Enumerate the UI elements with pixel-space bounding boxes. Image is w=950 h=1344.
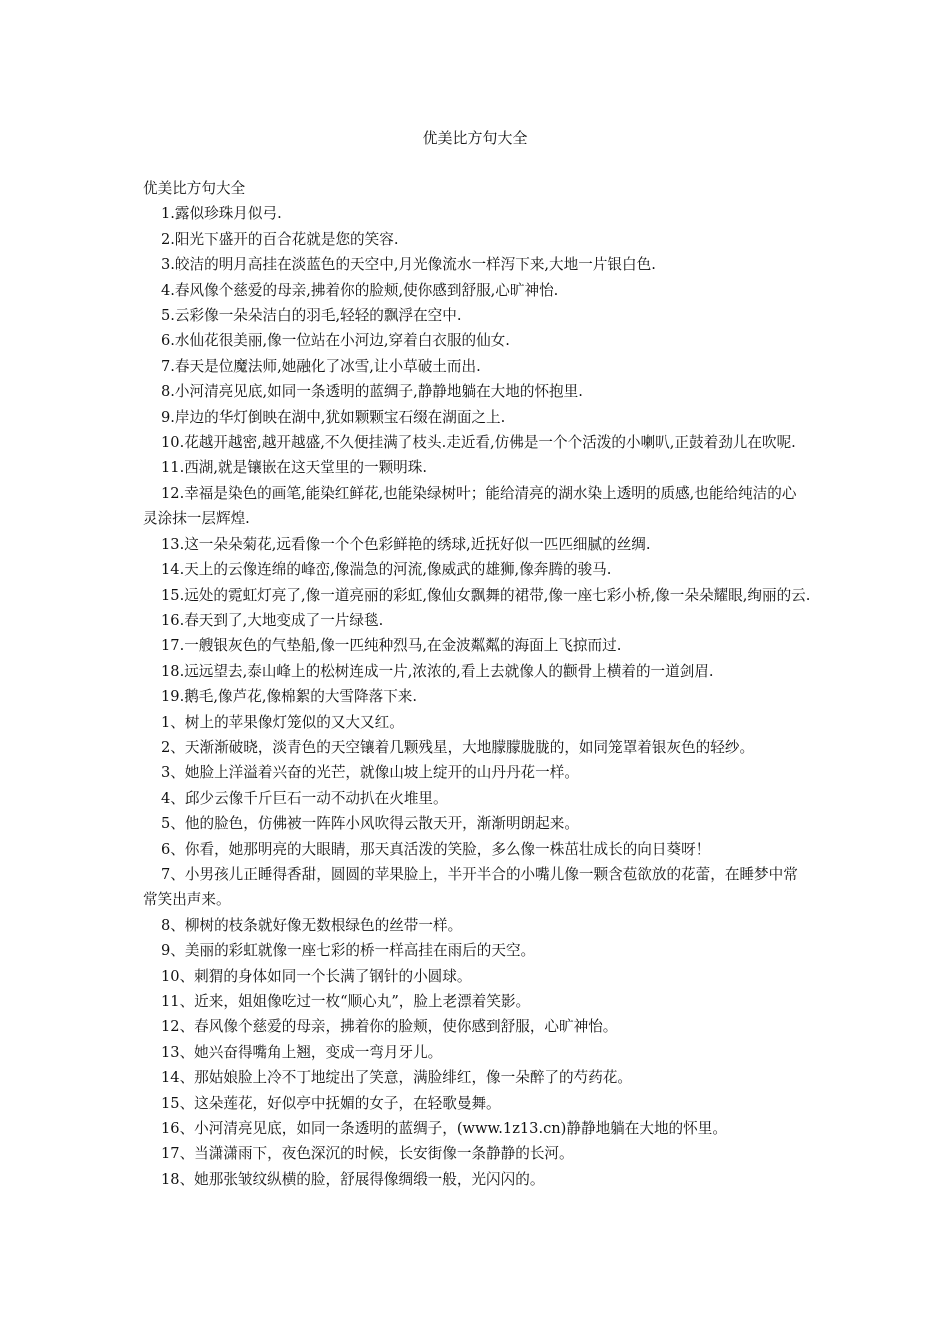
list-item: 11.西湖,就是镶嵌在这天堂里的一颗明珠. (161, 459, 427, 477)
list-item: 17、当潇潇雨下，夜色深沉的时候，长安街像一条静静的长河。 (161, 1145, 574, 1163)
list-item: 3、她脸上洋溢着兴奋的光芒，就像山坡上绽开的山丹丹花一样。 (161, 764, 579, 782)
list-item: 8.小河清亮见底,如同一条透明的蓝绸子,静静地躺在大地的怀抱里. (161, 383, 583, 401)
list-item: 15.远处的霓虹灯亮了,像一道亮丽的彩虹,像仙女飘舞的裙带,像一座七彩小桥,像一朵朵耀眼,绚丽的云. (161, 586, 811, 604)
list-item: 4、邱少云像千斤巨石一动不动扒在火堆里。 (161, 789, 448, 807)
list-item: 19.鹅毛,像芦花,像棉絮的大雪降落下来. (161, 688, 418, 706)
list-item: 11、近来，姐姐像吃过一枚“顺心丸”，脸上老漂着笑影。 (161, 993, 531, 1010)
list-item: 6.水仙花很美丽,像一位站在小河边,穿着白衣服的仙女. (161, 332, 510, 350)
list-item: 9、美丽的彩虹就像一座七彩的桥一样高挂在雨后的天空。 (161, 942, 536, 960)
page-title: 优美比方句大全 (422, 129, 528, 147)
list-item: 6、你看，她那明亮的大眼睛，那天真活泼的笑脸，多么像一株茁壮成长的向日葵呀！ (161, 840, 711, 858)
list-item: 2、天渐渐破晓，淡青色的天空镶着几颗残星，大地朦朦胧胧的，如同笼罩着银灰色的轻纱。 (161, 738, 755, 756)
list-item: 5、他的脸色，仿佛被一阵阵小风吹得云散天开，渐渐明朗起来。 (161, 815, 579, 833)
list-item: 7.春天是位魔法师,她融化了冰雪,让小草破土而出. (161, 357, 481, 375)
list-item: 9.岸边的华灯倒映在湖中,犹如颗颗宝石缀在湖面之上. (161, 408, 506, 426)
list-item: 13、她兴奋得嘴角上翘，变成一弯月牙儿。 (161, 1043, 443, 1061)
list-item: 16、小河清亮见底，如同一条透明的蓝绸子，(www.1z13.cn)静静地躺在大地的怀里。 (161, 1120, 727, 1138)
list-item: 12.幸福是染色的画笔,能染红鲜花,也能染绿树叶；能给清亮的湖水染上透明的质感,也能给纯洁的心灵涂抹一层辉煌. (143, 484, 797, 528)
list-item: 4.春风像个慈爱的母亲,拂着你的脸颊,使你感到舒服,心旷神怡. (161, 281, 559, 299)
list-item: 17.一艘银灰色的气垫船,像一匹纯种烈马,在金波粼粼的海面上飞掠而过. (161, 637, 622, 655)
list-item: 10.花越开越密,越开越盛,不久便挂满了枝头.走近看,仿佛是一个个活泼的小喇叭,正鼓着劲儿在吹呢. (161, 434, 796, 452)
list-item: 3.皎洁的明月高挂在淡蓝色的天空中,月光像流水一样泻下来,大地一片银白色. (161, 256, 656, 274)
list-item: 8、柳树的枝条就好像无数根绿色的丝带一样。 (161, 916, 463, 934)
list-item: 12、春风像个慈爱的母亲，拂着你的脸颊，使你感到舒服，心旷神怡。 (161, 1018, 618, 1036)
list-item: 10、刺猬的身体如同一个长满了钢针的小圆球。 (161, 967, 472, 985)
list-item: 1、树上的苹果像灯笼似的又大又红。 (161, 713, 404, 731)
list-item: 7、小男孩儿正睡得香甜，圆圆的苹果脸上，半开半合的小嘴儿像一颗含苞欲放的花蕾，在睡梦中常常笑出声来。 (143, 865, 798, 909)
list-item: 5.云彩像一朵朵洁白的羽毛,轻轻的飘浮在空中. (161, 307, 462, 325)
list-item: 14.天上的云像连绵的峰峦,像湍急的河流,像威武的雄狮,像奔腾的骏马. (161, 561, 612, 579)
list-item: 15、这朵莲花，好似亭中抚媚的女子，在轻歌曼舞。 (161, 1094, 501, 1112)
list-item: 16.春天到了,大地变成了一片绿毯. (161, 611, 384, 629)
list-item: 18.远远望去,泰山峰上的松树连成一片,浓浓的,看上去就像人的颧骨上横着的一道剑眉. (161, 662, 714, 680)
list-item: 13.这一朵朵菊花,远看像一个个色彩鲜艳的绣球,近抚好似一匹匹细腻的丝绸. (161, 535, 651, 553)
list-item: 14、那姑娘脸上冷不丁地绽出了笑意，满脸绯红，像一朵醉了的芍药花。 (161, 1069, 632, 1087)
list-item: 18、她那张皱纹纵横的脸，舒展得像绸缎一般，光闪闪的。 (161, 1170, 545, 1188)
document-subtitle: 优美比方句大全 (143, 180, 246, 197)
sentence-list (143, 201, 811, 1192)
list-item: 1.露似珍珠月似弓. (161, 205, 282, 223)
list-item: 2.阳光下盛开的百合花就是您的笑容. (161, 230, 399, 248)
document-body (143, 176, 811, 1192)
